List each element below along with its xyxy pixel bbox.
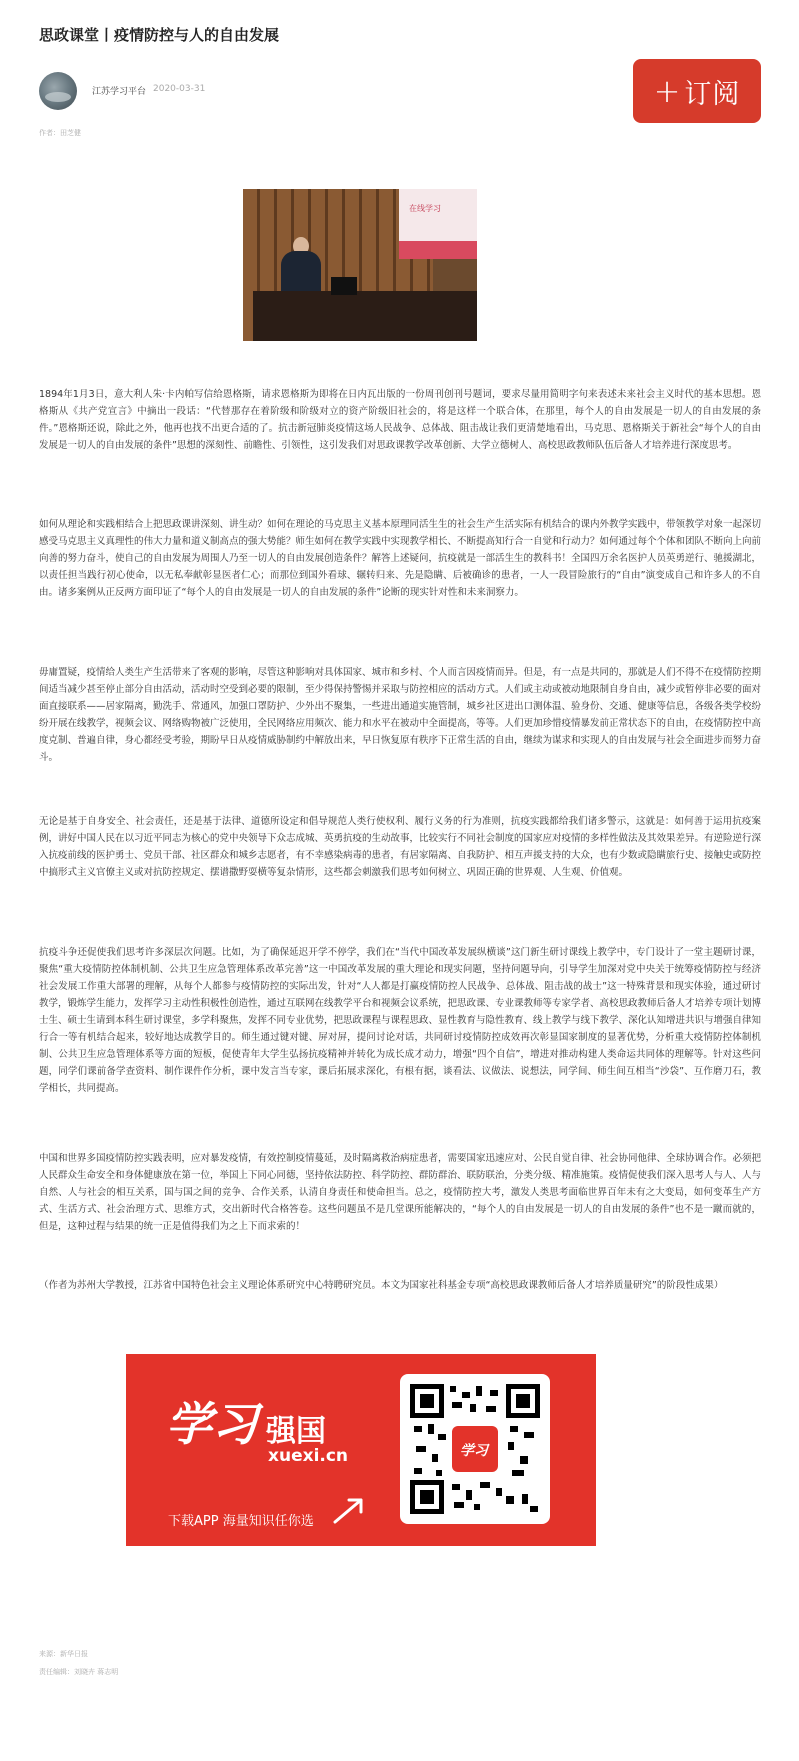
paragraph-5: 抗疫斗争还促使我们思考许多深层次问题。比如，为了确保延迟开学不停学，我们在“当代中国改革发展纵横谈”这门新生研讨课线上教学中，专门设计了一堂主题研讨课，聚焦“重大疫情防控体制机制、公共卫生应急管理体系改革完善”这一中国改革发展的重大理论和现实问题，坚持问题导向，引导学生加深对党中央关于统筹疫情防控与经济社会发展工作重大部署的理解，从每个人都参与疫情防控的实际出发，针对“人人都是打赢疫情防控人民战争、总体战、阻击战的战士”这一特殊背景和现实体验，通过研讨教学，锻炼学生能力，发挥学习主动性积极性创造性，通过互联网在线教学平台和视频会议系统，把思政课、专业课教师等专家学者、高校思政教师后备人才培养专项计划博士生、硕士生请到本科生研讨课堂，多学科聚焦，发挥不同专业优势，把思政课程与课程思政、显性教育与隐性教育、线上教学与线下教学、深化认知增进共识与增强自律知行合一等有机结合起来，较好地达成教学目的。师生通过键对键、屏对屏，提问讨论对话，共同研讨疫情防控成效再次彰显国家制度的显著优势，分析重大疫情防控体制机制、公共卫生应急管理体系等方面的短板，促使青年大学生弘扬抗疫精神并转化为成长成才动力，增强“四个自信”，增进对推动构建人类命运共同体的理解等。针对这些问题，同学们课前备学查资料、制作课件作分析，课中发言当专家，课后拓展求深化，有根有据，谈看法、议做法、说想法，同学间、师生间互相当“沙袋”、互作磨刀石，教学相长，共同提高。	[39, 947, 762, 1094]
projection-screen	[399, 189, 477, 259]
avatar[interactable]	[39, 72, 77, 110]
article-title: 思政课堂丨疫情防控与人的自由发展	[39, 26, 280, 44]
arrow-icon	[331, 1492, 367, 1528]
author-byline: 作者：田芝健	[39, 129, 81, 137]
xuexi-logo: 学习	[166, 1397, 258, 1451]
subscribe-label: 订阅	[684, 78, 741, 110]
speaker	[281, 251, 321, 295]
paragraph-4: 无论是基于自身安全、社会责任，还是基于法律、道德所设定和倡导规范人类行使权利、履行义务的行为准则，抗疫实践都给我们诸多警示，这就是：如何善于运用抗疫案例，讲好中国人民在以习近平同志为核心的党中央领导下众志成城、英勇抗疫的生动故事，比较实行不同社会制度的国家应对疫情的多样性做法及其效果差异。有逆险逆行深入抗疫前线的医护勇士、党员干部、社区群众和城乡志愿者，有不幸感染病毒的患者，有居家隔离、自我防护、相互声援支持的大众，也有少数或隐瞒旅行史、接触史或防控中搞形式主义官僚主义或对抗防控规定、摆谱撒野耍横等复杂情形，这些都会刺激我们思考如何树立、巩固正确的世界观、人生观、价值观。	[39, 816, 762, 878]
paragraph-1: 1894年1月3日，意大利人朱·卡内帕写信给恩格斯，请求恩格斯为即将在日内瓦出版的一份周刊创刊号题词，要求尽量用简明字句来表述未来社会主义时代的基本思想。恩格斯从《共产党宣言》中摘出一段话：“代替那存在着阶级和阶级对立的资产阶级旧社会的，将是这样一个联合体，在那里，每个人的自由发展是一切人的自由发展的条件。”恩格斯还说，除此之外，他再也找不出更合适的了。抗击新冠肺炎疫情这场人民战争、总体战、阻击战让我们更清楚地看出，马克思、恩格斯关于新社会“每个人的自由发展是一切人的自由发展的条件”思想的深刻性、前瞻性、引领性，这引发我们对思政课教学改革创新、大学立德树人、高校思政教师队伍后备人才培养进行深度思考。	[39, 389, 761, 451]
paragraph-2: 如何从理论和实践相结合上把思政课讲深刻、讲生动？如何在理论的马克思主义基本原理同活生生的社会生产生活实际有机结合的课内外教学实践中，带领教学对象一起深切感受马克思主义真理性的伟大力量和道义制高点的强大势能？师生如何在教学实践中实现教学相长、不断提高知行合一自觉和行动力？如何通过每个个体和团队不断向上向前向善的努力奋斗，使自己的自由发展为周围人乃至一切人的自由发展创造条件？解答上述疑问，抗疫就是一部活生生的教科书！全国四万余名医护人员英勇逆行、驰援湖北，以责任担当践行初心使命，以无私奉献彰显医者仁心；而那位到国外看球、辗转归来、先是隐瞒、后被确诊的患者，一人一段冒险旅行的“自由”演变成自己和许多人的不自由。诸多案例从正反两方面印证了“每个人的自由发展是一切人的自由发展的条件”论断的现实针对性和未来洞察力。	[39, 519, 762, 598]
plus-icon: +	[653, 72, 681, 110]
domain-text: xuexi.cn	[268, 1446, 349, 1466]
xuexi-promo-banner[interactable]	[126, 1354, 596, 1546]
qr-code[interactable]	[400, 1374, 550, 1524]
footer-source: 来源：新华日报	[39, 1650, 88, 1658]
subscribe-button[interactable]	[633, 59, 761, 123]
download-cta[interactable]: 下载APP 海量知识任你选	[168, 1514, 314, 1529]
publish-date: 2020-03-31	[153, 84, 206, 94]
paragraph-7: （作者为苏州大学教授，江苏省中国特色社会主义理论体系研究中心特聘研究员。本文为国家社科基金专项“高校思政课教师后备人才培养质量研究”的阶段性成果）	[39, 1280, 724, 1291]
source-name[interactable]: 江苏学习平台	[92, 87, 147, 97]
footer-editor: 责任编辑：刘晓卉 蒋志明	[39, 1668, 119, 1676]
podium-desk	[253, 291, 477, 341]
monitor	[331, 277, 357, 295]
brand-text: 强国	[266, 1414, 326, 1449]
screen-text: 在线学习	[409, 204, 441, 213]
article-photo	[243, 189, 477, 341]
author-row	[39, 72, 761, 112]
paragraph-3: 毋庸置疑，疫情给人类生产生活带来了客观的影响，尽管这种影响对具体国家、城市和乡村、个人而言因疫情而异。但是，有一点是共同的，那就是人们不得不在疫情防控期间适当减少甚至停止部分自由活动，活动时空受到必要的限制，至少得保持警惕并采取与防控相应的活动方式。人们或主动或被动地限制自身自由，减少或暂停非必要的面对面直接联系——居家隔离，勤洗手、常通风，加强口罩防护、少外出不聚集，一些进出通道实施管制，城乡社区进出口测体温、验身份、交通、健康等信息，各级各类学校纷纷开展在线教学，视频会议、网络购物被广泛使用，全民网络应用频次、能力和水平在被动中全面提高，等等。人们更加珍惜疫情暴发前正常状态下的自由，在疫情防控中高度克制、普遍自律，身心都经受考验，期盼早日从疫情威胁制约中解放出来，早日恢复原有秩序下正常生活的自由，继续为谋求和实现人的自由发展与社会全面进步而努力奋斗。	[39, 667, 762, 763]
qr-center-logo: 学习	[460, 1443, 488, 1459]
paragraph-6: 中国和世界多国疫情防控实践表明，应对暴发疫情，有效控制疫情蔓延，及时隔离救治病症患者，需要国家迅速应对、公民自觉自律、社会协同他律、全球协调合作。必须把人民群众生命安全和身体健康放在第一位，举国上下同心同德，坚持依法防控、科学防控、群防群治、联防联治，分类分级、精准施策。疫情促使我们深入思考人与人、人与自然、人与社会的相互关系，国与国之间的竞争、合作关系，认清自身责任和使命担当。总之，疫情防控大考，激发人类思考面临世界百年未有之大变局，如何变革生产方式、生活方式、社会治理方式、思维方式，交出新时代合格答卷。这些问题虽不是几堂课所能解决的，“每个人的自由发展是一切人的自由发展的条件”也不是一蹴而就的，但是，这种过程与结果的统一正是值得我们为之上下而求索的！	[39, 1153, 762, 1232]
